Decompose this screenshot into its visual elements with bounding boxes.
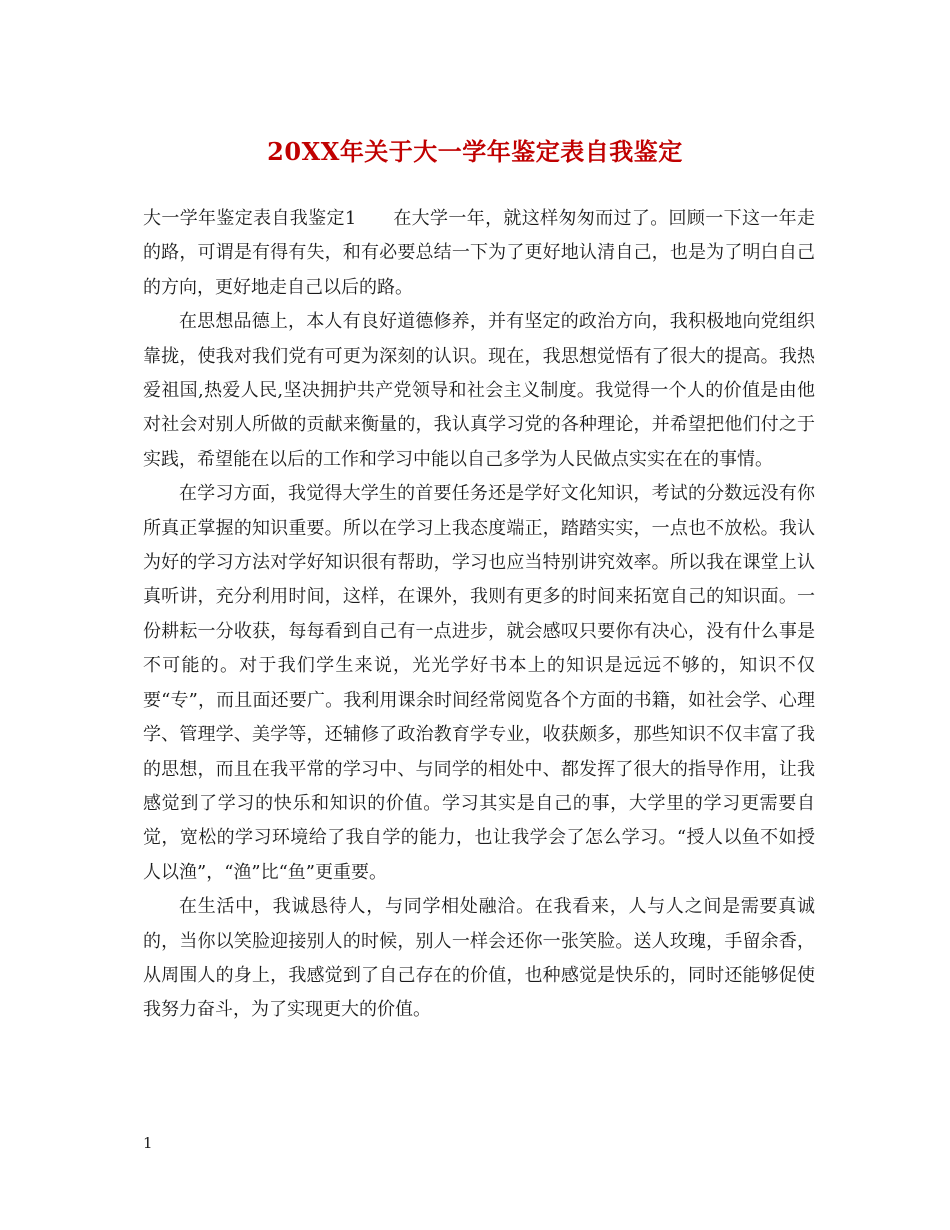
- paragraph-life: 在生活中，我诚恳待人，与同学相处融洽。在我看来，人与人之间是需要真诚的，当你以笑脸迎接别人的时候，别人一样会还你一张笑脸。送人玫瑰，手留余香，从周围人的身上，我感觉到了自己存在的价值，也种感觉是快乐的，同时还能够促使我努力奋斗，为了实现更大的价值。: [143, 896, 815, 1021]
- paragraph-ideology: 在思想品德上，本人有良好道德修养，并有坚定的政治方向，我积极地向党组织靠拢，使我对我们党有可更为深刻的认识。现在，我思想觉悟有了很大的提高。我热爱祖国,热爱人民,坚决拥护共产党领导和社会主义制度。我觉得一个人的价值是由他对社会对别人所做的贡献来衡量的，我认真学习党的各种理论，并希望把他们付之于实践，希望能在以后的工作和学习中能以自己多学为人民做点实实在在的事情。: [143, 311, 815, 470]
- paragraph-study: 在学习方面，我觉得大学生的首要任务还是学好文化知识，考试的分数远没有你所真正掌握的知识重要。所以在学习上我态度端正，踏踏实实，一点也不放松。我认为好的学习方法对学好知识很有帮助，学习也应当特别讲究效率。所以我在课堂上认真听讲，充分利用时间，这样，在课外，我则有更多的时间来拓宽自己的知识面。一份耕耘一分收获，每每看到自己有一点进步，就会感叹只要你有决心，没有什么事是不可能的。对于我们学生来说，光光学好书本上的知识是远远不够的，知识不仅要“专”，而且面还要广。我利用课余时间经常阅览各个方面的书籍，如社会学、心理学、管理学、美学等，还辅修了政治教育学专业，收获颇多，那些知识不仅丰富了我的思想，而且在我平常的学习中、与同学的相处中、都发挥了很大的指导作用，让我感觉到了学习的快乐和知识的价值。学习其实是自己的事，大学里的学习更需要自觉，宽松的学习环境给了我自学的能力，也让我学会了怎么学习。“授人以鱼不如授人以渔”，“渔”比“鱼”更重要。: [143, 483, 815, 883]
- paragraph-intro: 大一学年鉴定表自我鉴定1 在大学一年，就这样匆匆而过了。回顾一下这一年走的路，可谓是有得有失，和有必要总结一下为了更好地认清自己，也是为了明白自己的方向，更好地走自己以后的路。: [143, 208, 815, 298]
- document-body: [143, 202, 815, 1028]
- page-number: 1: [143, 1134, 153, 1152]
- document-title: 20XX年关于大一学年鉴定表自我鉴定: [267, 137, 683, 166]
